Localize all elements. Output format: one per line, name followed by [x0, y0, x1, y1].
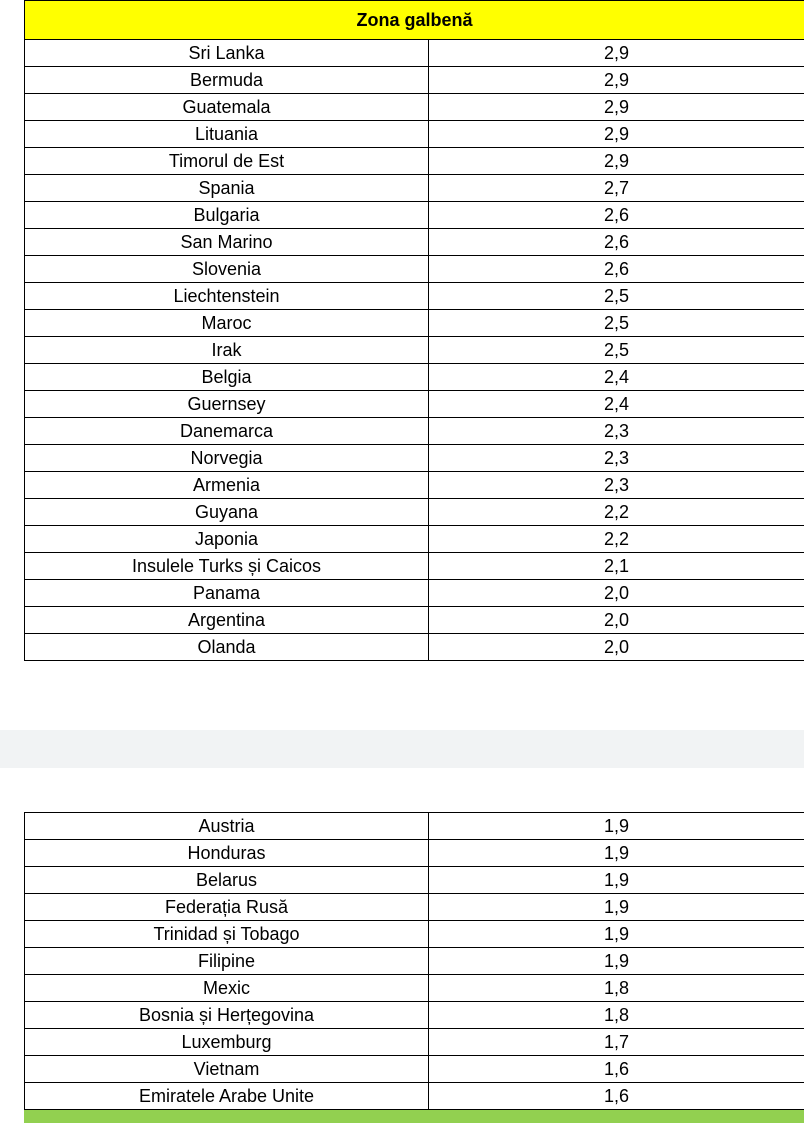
value-cell: 2,3 — [429, 445, 804, 472]
table-row — [25, 553, 804, 580]
value-cell: 1,9 — [429, 948, 804, 975]
next-section-header-bar — [24, 1110, 804, 1123]
bottom-table-page — [24, 812, 804, 1110]
country-cell: Danemarca — [25, 418, 429, 445]
country-cell: Guatemala — [25, 94, 429, 121]
table-row — [25, 526, 804, 553]
value-cell: 1,9 — [429, 921, 804, 948]
value-cell: 1,7 — [429, 1029, 804, 1056]
page-break-gap — [0, 730, 804, 768]
country-cell: Timorul de Est — [25, 148, 429, 175]
value-cell: 2,5 — [429, 310, 804, 337]
table-row — [25, 921, 804, 948]
value-cell: 2,5 — [429, 337, 804, 364]
country-cell: Mexic — [25, 975, 429, 1002]
table-title: Zona galbenă — [25, 1, 804, 40]
table-row — [25, 445, 804, 472]
table-row — [25, 472, 804, 499]
value-cell: 2,3 — [429, 472, 804, 499]
value-cell: 2,6 — [429, 256, 804, 283]
country-cell: Guernsey — [25, 391, 429, 418]
country-cell: Austria — [25, 813, 429, 840]
country-cell: Argentina — [25, 607, 429, 634]
value-cell: 2,9 — [429, 40, 804, 67]
country-cell: Belgia — [25, 364, 429, 391]
country-cell: Bermuda — [25, 67, 429, 94]
country-cell: Emiratele Arabe Unite — [25, 1083, 429, 1110]
top-table-body — [25, 40, 804, 661]
country-cell: Guyana — [25, 499, 429, 526]
table-row — [25, 867, 804, 894]
country-cell: Bulgaria — [25, 202, 429, 229]
country-cell: Vietnam — [25, 1056, 429, 1083]
value-cell: 1,8 — [429, 975, 804, 1002]
value-cell: 1,8 — [429, 1002, 804, 1029]
country-cell: Liechtenstein — [25, 283, 429, 310]
country-cell: Belarus — [25, 867, 429, 894]
value-cell: 2,4 — [429, 364, 804, 391]
country-cell: Norvegia — [25, 445, 429, 472]
value-cell: 2,9 — [429, 148, 804, 175]
table-row — [25, 840, 804, 867]
value-cell: 1,9 — [429, 813, 804, 840]
bottom-table-body — [25, 813, 804, 1110]
value-cell: 2,7 — [429, 175, 804, 202]
value-cell: 2,3 — [429, 418, 804, 445]
value-cell: 2,0 — [429, 607, 804, 634]
table-row — [25, 1056, 804, 1083]
table-row — [25, 391, 804, 418]
value-cell: 2,9 — [429, 67, 804, 94]
country-cell: Sri Lanka — [25, 40, 429, 67]
table-row — [25, 1083, 804, 1110]
table-row — [25, 148, 804, 175]
country-cell: Trinidad și Tobago — [25, 921, 429, 948]
country-cell: Federația Rusă — [25, 894, 429, 921]
table-row — [25, 310, 804, 337]
value-cell: 1,6 — [429, 1056, 804, 1083]
value-cell: 2,1 — [429, 553, 804, 580]
value-cell: 2,9 — [429, 121, 804, 148]
table-row — [25, 607, 804, 634]
country-cell: Olanda — [25, 634, 429, 661]
table-row — [25, 499, 804, 526]
table-row — [25, 634, 804, 661]
table-row — [25, 202, 804, 229]
value-cell: 1,9 — [429, 840, 804, 867]
country-cell: Honduras — [25, 840, 429, 867]
table-row — [25, 418, 804, 445]
country-cell: Irak — [25, 337, 429, 364]
country-cell: Bosnia și Herțegovina — [25, 1002, 429, 1029]
table-row — [25, 1029, 804, 1056]
table-title-row — [25, 1, 804, 40]
table-row — [25, 40, 804, 67]
table-row — [25, 175, 804, 202]
table-row — [25, 580, 804, 607]
country-cell: Spania — [25, 175, 429, 202]
value-cell: 2,4 — [429, 391, 804, 418]
country-cell: San Marino — [25, 229, 429, 256]
country-cell: Maroc — [25, 310, 429, 337]
table-row — [25, 256, 804, 283]
table-row — [25, 894, 804, 921]
country-cell: Luxemburg — [25, 1029, 429, 1056]
country-cell: Armenia — [25, 472, 429, 499]
country-cell: Insulele Turks și Caicos — [25, 553, 429, 580]
country-cell: Slovenia — [25, 256, 429, 283]
country-cell: Lituania — [25, 121, 429, 148]
value-cell: 2,0 — [429, 580, 804, 607]
table-row — [25, 813, 804, 840]
value-cell: 2,9 — [429, 94, 804, 121]
table-row — [25, 1002, 804, 1029]
table-row — [25, 94, 804, 121]
table-row — [25, 337, 804, 364]
top-table-page — [24, 0, 804, 661]
country-cell: Japonia — [25, 526, 429, 553]
country-cell: Filipine — [25, 948, 429, 975]
value-cell: 2,0 — [429, 634, 804, 661]
value-cell: 2,6 — [429, 202, 804, 229]
value-cell: 2,2 — [429, 526, 804, 553]
value-cell: 1,9 — [429, 867, 804, 894]
table-row — [25, 121, 804, 148]
table-row — [25, 283, 804, 310]
value-cell: 2,5 — [429, 283, 804, 310]
top-table — [24, 0, 804, 661]
table-row — [25, 975, 804, 1002]
country-cell: Panama — [25, 580, 429, 607]
table-row — [25, 229, 804, 256]
table-row — [25, 364, 804, 391]
value-cell: 2,6 — [429, 229, 804, 256]
value-cell: 1,9 — [429, 894, 804, 921]
value-cell: 2,2 — [429, 499, 804, 526]
bottom-table — [24, 812, 804, 1110]
table-row — [25, 948, 804, 975]
value-cell: 1,6 — [429, 1083, 804, 1110]
table-row — [25, 67, 804, 94]
